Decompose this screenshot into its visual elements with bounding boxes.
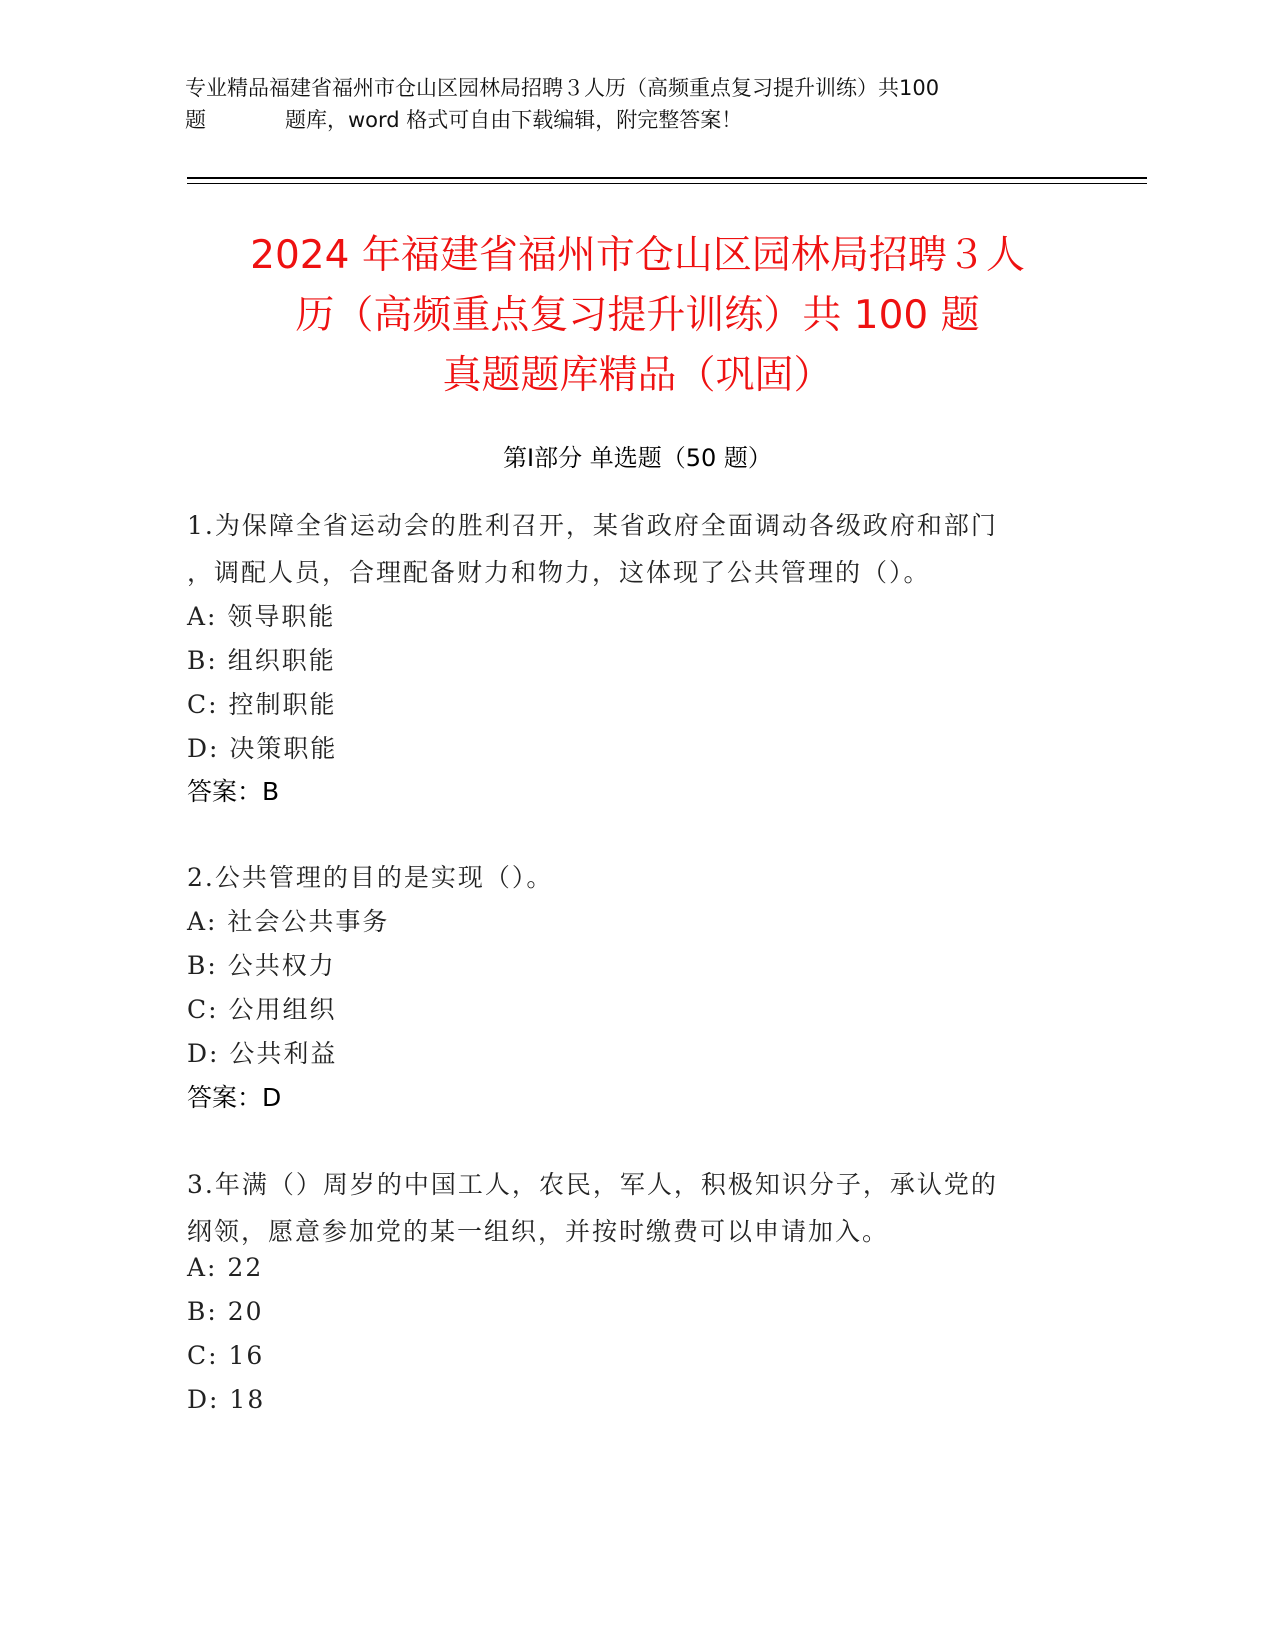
question-1-stem-line-1: 1.为保障全省运动会的胜利召开，某省政府全面调动各级政府和部门	[187, 511, 998, 540]
question-1-stem	[187, 502, 1067, 596]
question-2-option-c: C: 公用组织	[187, 995, 337, 1024]
question-1-option-b: B: 组织职能	[187, 646, 336, 675]
page-header	[185, 72, 1085, 136]
question-2-option-d: D: 公共利益	[187, 1039, 338, 1068]
question-3-stem-line-1: 3.年满（）周岁的中国工人，农民，军人，积极知识分子，承认党的	[187, 1170, 998, 1199]
header-line-1: 专业精品福建省福州市仓山区园林局招聘３人历（高频重点复习提升训练）共100	[185, 76, 940, 100]
question-1-option-d: D: 决策职能	[187, 734, 338, 763]
question-3-stem	[187, 1161, 1067, 1255]
question-2-option-a: A: 社会公共事务	[187, 907, 390, 936]
header-rule-thick	[187, 177, 1147, 179]
title-line-1: 2024 年福建省福州市仓山区园林局招聘３人	[250, 233, 1025, 278]
section-title: 第Ⅰ部分 单选题（50 题）	[503, 444, 772, 472]
question-3-option-d: D: 18	[187, 1385, 266, 1414]
header-rule-thin	[187, 183, 1147, 184]
header-line-2-rest: 题库，word 格式可自由下载编辑，附完整答案！	[285, 108, 743, 132]
header-line-2-first: 题	[185, 108, 206, 132]
title-line-3: 真题题库精品（巩固）	[442, 353, 833, 398]
question-2-stem: 2.公共管理的目的是实现（）。	[187, 863, 554, 892]
question-1-option-c: C: 控制职能	[187, 690, 337, 719]
question-1-answer: 答案：B	[187, 777, 280, 806]
title-line-2: 历（高频重点复习提升训练）共 100 题	[295, 293, 980, 338]
question-3-option-c: C: 16	[187, 1341, 265, 1370]
question-1-stem-line-2: ，调配人员，合理配备财力和物力，这体现了公共管理的（）。	[187, 558, 931, 587]
header-line-2	[185, 104, 1085, 136]
question-3-option-b: B: 20	[187, 1297, 264, 1326]
question-3-option-a: A: 22	[187, 1253, 264, 1282]
question-2-answer: 答案：D	[187, 1083, 282, 1112]
question-3-stem-line-2: 纲领，愿意参加党的某一组织，并按时缴费可以申请加入。	[187, 1217, 890, 1246]
question-1-option-a: A: 领导职能	[187, 602, 336, 631]
document-title	[150, 226, 1125, 406]
question-2-option-b: B: 公共权力	[187, 951, 336, 980]
